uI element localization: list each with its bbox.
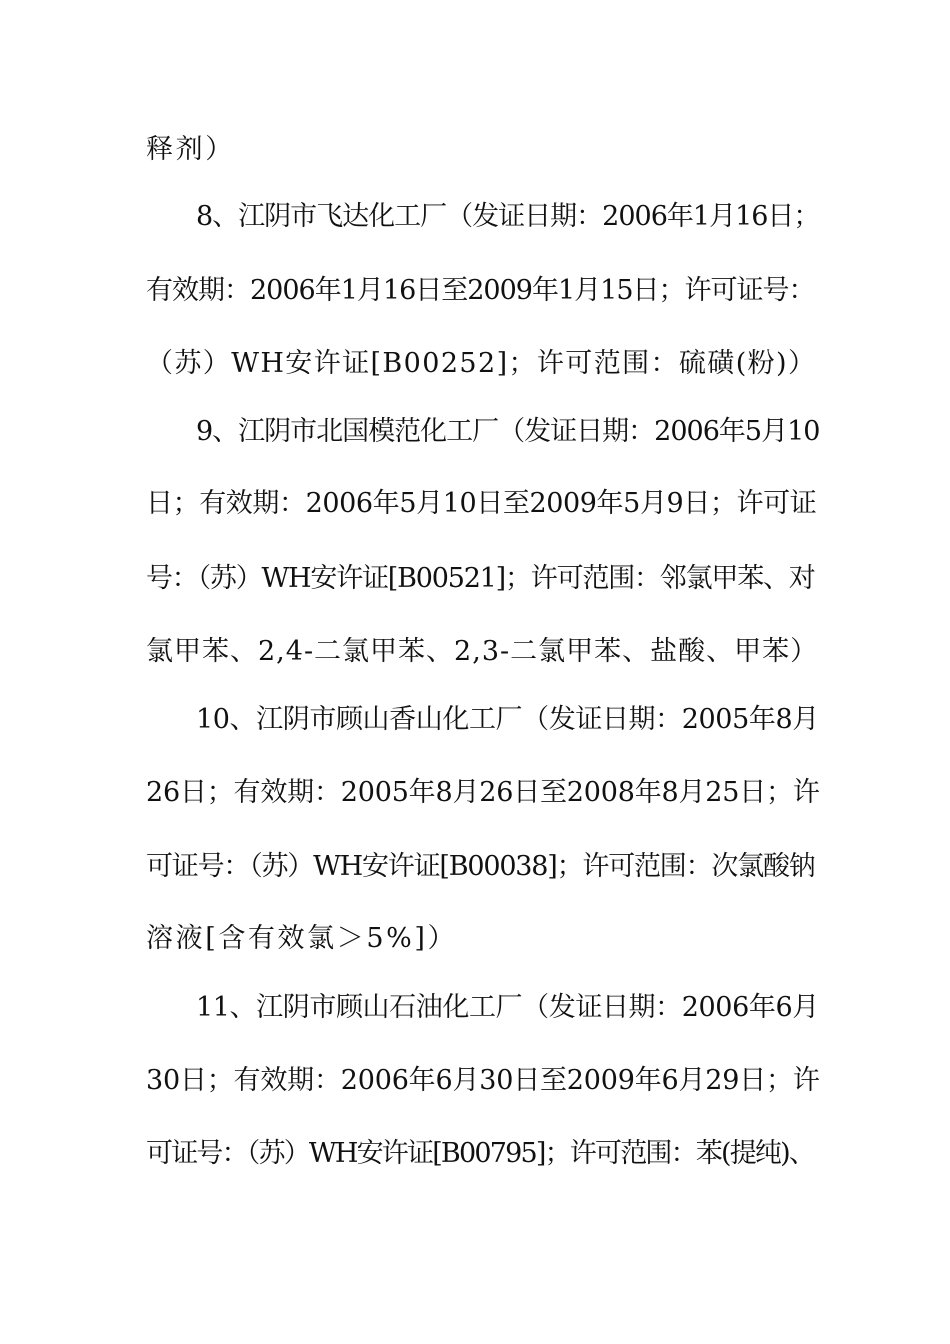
text-line-11: 可证号：（苏）WH安许证[B00038]；许可范围：次氯酸钠 <box>146 851 815 882</box>
text-line-14: 30日；有效期：2006年6月30日至2009年6月29日；许 <box>146 1065 820 1096</box>
text-line-4: （苏）WH安许证[B00252]；许可范围：硫磺(粉)） <box>146 348 817 379</box>
text-line-8: 氯甲苯、2,4-二氯甲苯、2,3-二氯甲苯、盐酸、甲苯） <box>146 636 819 667</box>
text-line-7: 号：（苏）WH安许证[B00521]；许可范围：邻氯甲苯、对 <box>146 563 815 594</box>
text-line-12: 溶液[含有效氯＞5%]） <box>146 923 458 954</box>
text-line-9: 10、江阴市顾山香山化工厂（发证日期：2005年8月 <box>196 704 819 735</box>
text-line-5: 9、江阴市北国模范化工厂（发证日期：2006年5月10 <box>196 416 820 447</box>
text-line-10: 26日；有效期：2005年8月26日至2008年8月25日；许 <box>146 777 820 808</box>
text-line-3: 有效期：2006年1月16日至2009年1月15日；许可证号： <box>146 275 815 306</box>
text-line-15: 可证号：（苏）WH安许证[B00795]；许可范围：苯(提纯)、 <box>146 1138 815 1169</box>
text-line-1: 释剂） <box>146 134 235 165</box>
text-line-6: 日；有效期：2006年5月10日至2009年5月9日；许可证 <box>146 488 817 519</box>
text-line-2: 8、江阴市飞达化工厂（发证日期：2006年1月16日； <box>196 201 820 232</box>
text-line-13: 11、江阴市顾山石油化工厂（发证日期：2006年6月 <box>196 992 819 1023</box>
